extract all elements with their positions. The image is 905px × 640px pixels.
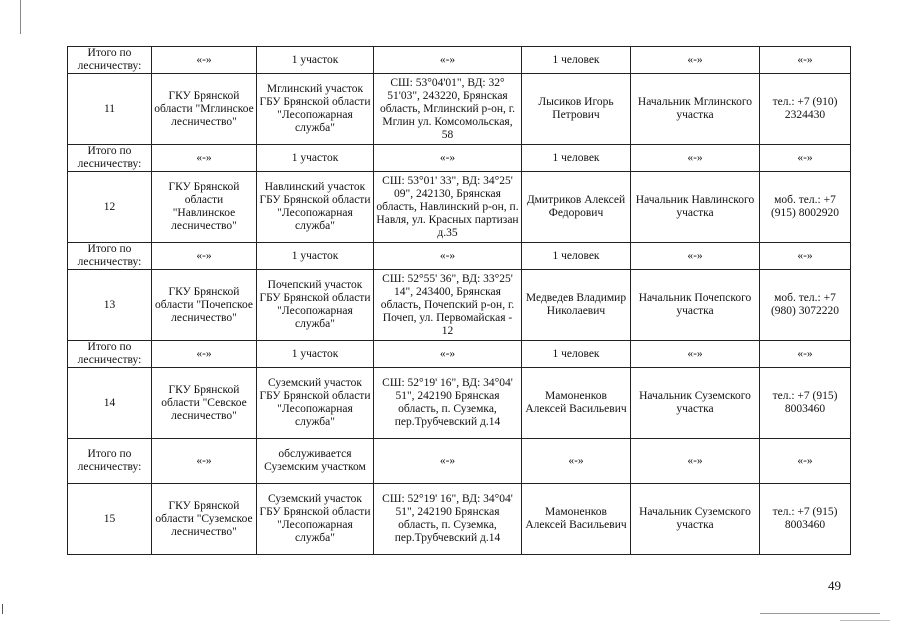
forestry-cell: ГКУ Брянской области "Мглинское лесничество" [152,74,257,145]
table-row [68,74,851,145]
total-forestry-cell: «-» [152,243,257,270]
total-unit-cell: 1 участок [257,243,374,270]
total-person-cell: 1 человек [522,47,631,74]
unit-cell: Мглинский участок ГБУ Брянской области "Лесопожарная служба" [257,74,374,145]
position-cell: Начальник Суземского участка [631,484,760,555]
footer-rule [760,613,880,614]
contact-cell: тел.: +7 (915) 8003460 [760,484,851,555]
total-unit-cell: 1 участок [257,145,374,172]
total-row [68,145,851,172]
contact-cell: моб. тел.: +7 (915) 8002920 [760,172,851,243]
person-cell: Дмитриков Алексей Федорович [522,172,631,243]
position-cell: Начальник Почепского участка [631,270,760,341]
number-cell: 13 [68,270,152,341]
total-position-cell: «-» [631,145,760,172]
position-cell: Начальник Мглинского участка [631,74,760,145]
number-cell: 15 [68,484,152,555]
total-number-cell: Итого по лесничеству: [68,439,152,484]
total-location-cell: «-» [374,47,522,74]
forestry-cell: ГКУ Брянской области "Почепское лесничество" [152,270,257,341]
total-row [68,47,851,74]
total-position-cell: «-» [631,47,760,74]
number-cell: 11 [68,74,152,145]
total-forestry-cell: «-» [152,341,257,368]
total-number-cell: Итого по лесничеству: [68,341,152,368]
contact-cell: тел.: +7 (910) 2324430 [760,74,851,145]
total-forestry-cell: «-» [152,145,257,172]
total-forestry-cell: «-» [152,439,257,484]
forestry-cell: ГКУ Брянской области "Суземское лесничество" [152,484,257,555]
total-location-cell: «-» [374,243,522,270]
total-contact-cell: «-» [760,145,851,172]
total-row [68,341,851,368]
total-position-cell: «-» [631,243,760,270]
position-cell: Начальник Суземского участка [631,368,760,439]
total-contact-cell: «-» [760,243,851,270]
person-cell: Мамоненков Алексей Васильевич [522,484,631,555]
total-unit-cell: 1 участок [257,47,374,74]
location-cell: СШ: 53°04'01", ВД: 32° 51'03", 243220, Брянская область, Мглинский р-он, г. Мглин ул. Комсомольская, 58 [374,74,522,145]
total-location-cell: «-» [374,341,522,368]
person-cell: Медведев Владимир Николаевич [522,270,631,341]
fire-service-table [67,46,851,555]
total-contact-cell: «-» [760,47,851,74]
unit-cell: Суземский участок ГБУ Брянской области "Лесопожарная служба" [257,484,374,555]
total-unit-cell: 1 участок [257,341,374,368]
total-row [68,243,851,270]
forestry-cell: ГКУ Брянской области "Севское лесничество" [152,368,257,439]
contact-cell: тел.: +7 (915) 8003460 [760,368,851,439]
total-number-cell: Итого по лесничеству: [68,47,152,74]
page-number: 49 [828,578,841,593]
unit-cell: Навлинский участок ГБУ Брянской области "Лесопожарная служба" [257,172,374,243]
location-cell: СШ: 53°01' 33", ВД: 34°25' 09", 242130, Брянская область, Навлинский р-он, п. Навля, ул. Красных партизан д.35 [374,172,522,243]
total-position-cell: «-» [631,341,760,368]
margin-tick [2,604,3,614]
total-unit-cell: обслуживается Суземским участком [257,439,374,484]
total-person-cell: 1 человек [522,243,631,270]
location-cell: СШ: 52°19' 16", ВД: 34°04' 51", 242190 Брянская область, п. Суземка, пер.Трубчевский д.14 [374,368,522,439]
total-contact-cell: «-» [760,439,851,484]
forestry-cell: ГКУ Брянской области "Навлинское лесничество" [152,172,257,243]
total-person-cell: «-» [522,439,631,484]
location-cell: СШ: 52°19' 16", ВД: 34°04' 51", 242190 Брянская область, п. Суземка, пер.Трубчевский д.14 [374,484,522,555]
margin-line [20,0,21,34]
total-location-cell: «-» [374,439,522,484]
person-cell: Мамоненков Алексей Васильевич [522,368,631,439]
unit-cell: Суземский участок ГБУ Брянской области "Лесопожарная служба" [257,368,374,439]
total-person-cell: 1 человек [522,341,631,368]
total-location-cell: «-» [374,145,522,172]
footer-rule-short [840,620,890,621]
total-forestry-cell: «-» [152,47,257,74]
total-position-cell: «-» [631,439,760,484]
total-contact-cell: «-» [760,341,851,368]
number-cell: 12 [68,172,152,243]
contact-cell: моб. тел.: +7 (980) 3072220 [760,270,851,341]
table-row [68,172,851,243]
total-number-cell: Итого по лесничеству: [68,145,152,172]
position-cell: Начальник Навлинского участка [631,172,760,243]
table-row [68,270,851,341]
total-number-cell: Итого по лесничеству: [68,243,152,270]
unit-cell: Почепский участок ГБУ Брянской области "Лесопожарная служба" [257,270,374,341]
location-cell: СШ: 52°55' 36", ВД: 33°25' 14", 243400, Брянская область, Почепский р-он, г. Почеп, ул. Первомайская - 12 [374,270,522,341]
total-row [68,439,851,484]
number-cell: 14 [68,368,152,439]
person-cell: Лысиков Игорь Петрович [522,74,631,145]
table-row [68,484,851,555]
total-person-cell: 1 человек [522,145,631,172]
table-row [68,368,851,439]
